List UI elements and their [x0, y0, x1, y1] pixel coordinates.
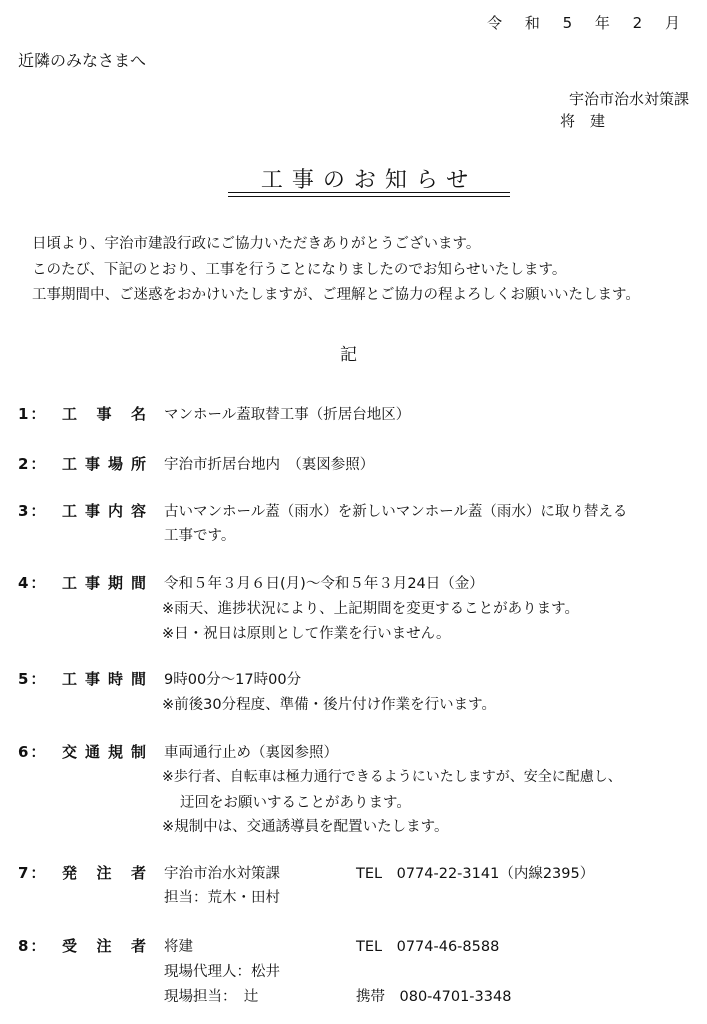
item-value: 車両通行止め（裏図参照）	[164, 745, 338, 761]
issuer-company	[560, 110, 688, 131]
ki-heading: 記	[340, 345, 357, 365]
item-number: 8：	[18, 937, 48, 955]
item-label: 工 事 期 間	[62, 574, 146, 592]
item-label: 工 事 名	[62, 405, 146, 423]
item-value: マンホール蓋取替工事（折居台地区）	[164, 407, 411, 423]
item-value: 現場代理人：松井	[164, 964, 280, 980]
mobile-number: 携帯 080-4701-3348	[356, 989, 512, 1005]
item-note: ※歩行者、自転車は極力通行できるようにいたしますが、安全に配慮し、	[162, 769, 622, 785]
item-value: 9時00分～17時00分	[164, 672, 302, 688]
item-value: 古いマンホール蓋（雨水）を新しいマンホール蓋（雨水）に取り替える	[164, 504, 628, 520]
item-number: 6：	[18, 743, 48, 761]
phone-number: TEL 0774-46-8588	[356, 939, 500, 955]
intro-line-2: このたび、下記のとおり、工事を行うことになりましたのでお知らせいたします。	[32, 262, 567, 278]
item-number: 7：	[18, 864, 48, 882]
addressee: 近隣のみなさまへ	[18, 51, 147, 70]
item-label: 工 事 場 所	[62, 455, 146, 473]
item-note: ※雨天、進捗状況により、上記期間を変更することがあります。	[162, 601, 579, 617]
item-number: 3：	[18, 502, 48, 520]
issuer-company-name: 将 建	[560, 112, 606, 130]
item-number: 5：	[18, 670, 48, 688]
item-value: 工事です。	[164, 528, 236, 544]
phone-number: TEL 0774-22-3141（内線2395）	[356, 866, 595, 882]
page-title: 工事のお知らせ	[260, 168, 478, 193]
item-label: 交 通 規 制	[62, 743, 146, 761]
item-label: 発 注 者	[62, 864, 146, 882]
title-underline-double	[228, 196, 510, 197]
item-value: 担当：荒木・田村	[164, 890, 280, 906]
item-number: 2：	[18, 455, 48, 473]
item-value: 令和５年３月６日(月)～令和５年３月24日（金）	[164, 576, 484, 592]
item-label: 受 注 者	[62, 937, 146, 955]
item-value: 宇治市折居台地内 （裏図参照）	[164, 457, 375, 473]
issuer-department: 宇治市治水対策課	[568, 90, 689, 108]
item-label: 工 事 内 容	[62, 502, 146, 520]
item-label: 工 事 時 間	[62, 670, 146, 688]
item-number: 1：	[18, 405, 48, 423]
item-note: ※前後30分程度、準備・後片付け作業を行います。	[162, 697, 496, 713]
item-number: 4：	[18, 574, 48, 592]
intro-line-1: 日頃より、宇治市建設行政にご協力いただきありがとうございます。	[32, 236, 481, 252]
intro-line-3: 工事期間中、ご迷惑をおかけいたしますが、ご理解とご協力の程よろしくお願いいたします。	[32, 287, 640, 303]
item-value: 将建	[164, 939, 193, 955]
item-value: 宇治市治水対策課	[164, 866, 280, 882]
item-value: 現場担当： 辻	[164, 989, 259, 1005]
notice-date: 令 和 5 年 2 月	[487, 14, 689, 32]
item-note: ※日・祝日は原則として作業を行いません。	[162, 626, 451, 642]
title-underline	[228, 192, 510, 193]
item-note: ※規制中は、交通誘導員を配置いたします。	[162, 819, 449, 835]
item-note: 迂回をお願いすることがあります。	[180, 795, 411, 811]
